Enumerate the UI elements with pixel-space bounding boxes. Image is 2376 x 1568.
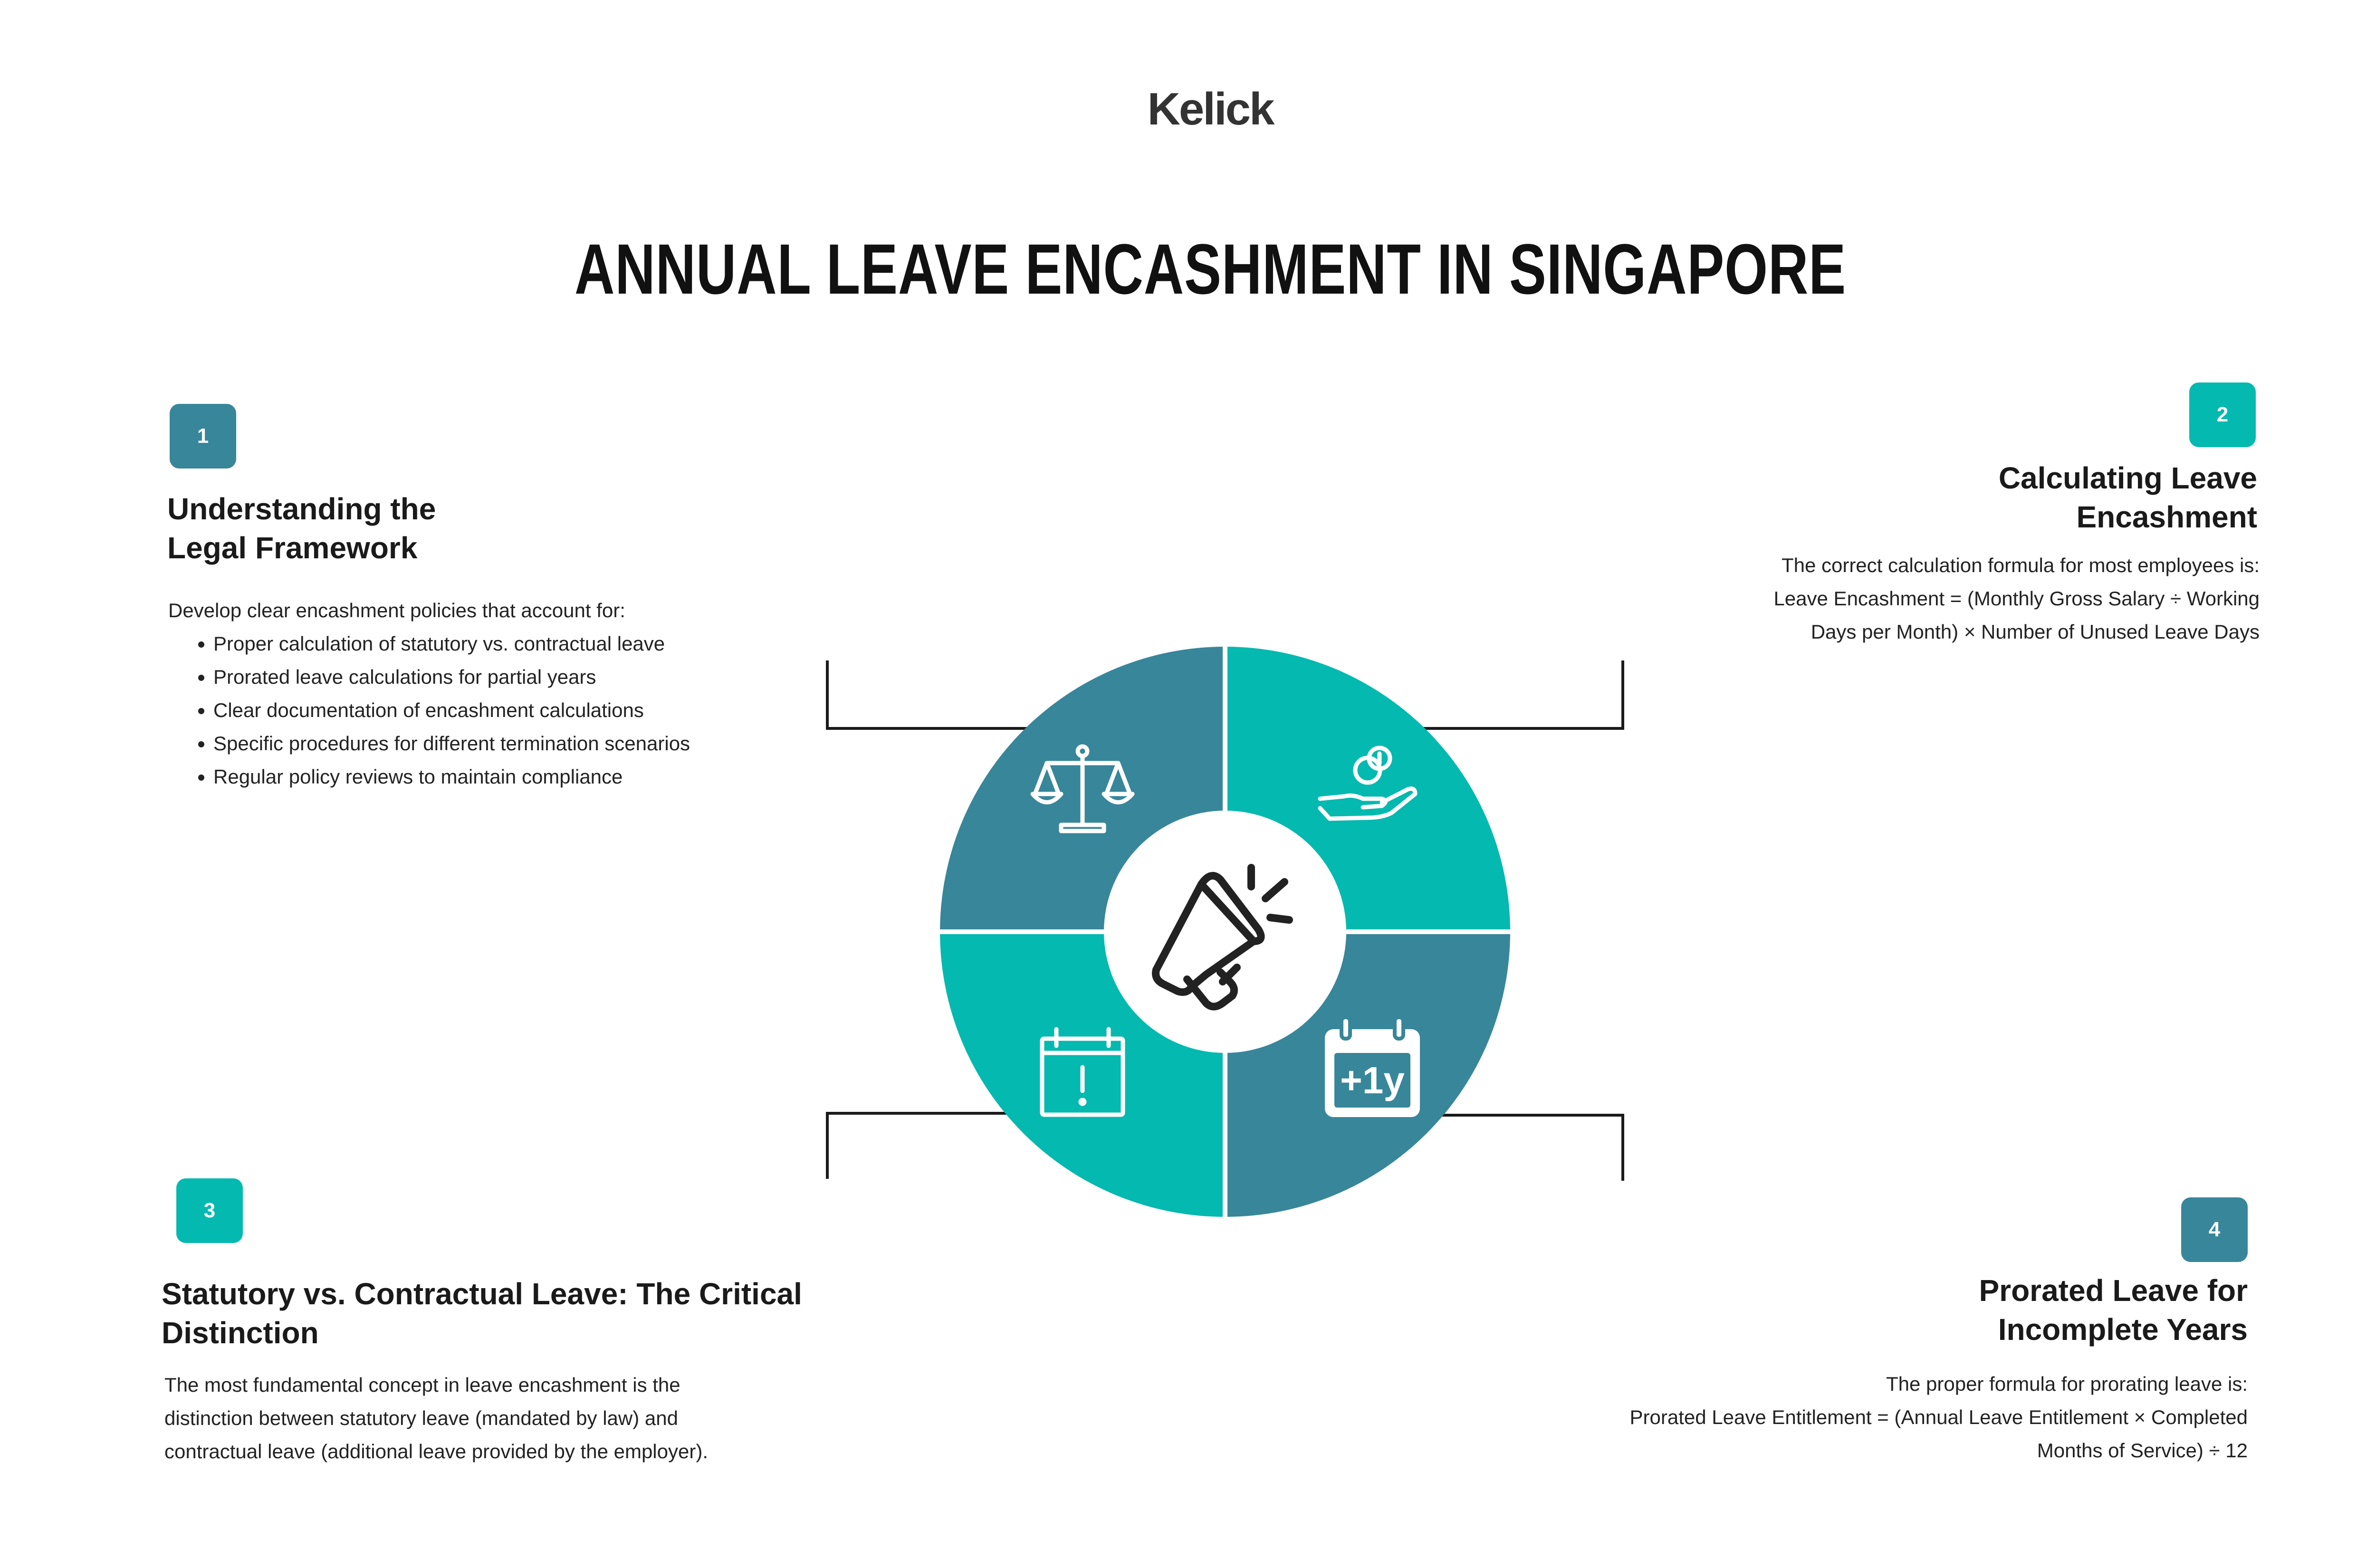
section-2-number-badge: 2 (2189, 382, 2256, 447)
section-1-number-badge: 1 (170, 404, 236, 468)
section-1-bullet: • Specific procedures for different termination scenarios (213, 727, 831, 760)
section-4-number-badge: 4 (2181, 1197, 2248, 1262)
section-4-title: Prorated Leave for Incomplete Years (1979, 1273, 2248, 1347)
section-1-title: Understanding the Legal Framework (167, 492, 436, 565)
section-1-bullet: • Clear documentation of encashment calculations (213, 694, 831, 727)
section-1-bullet: • Proper calculation of statutory vs. contractual leave (213, 627, 831, 660)
section-1-bullet: • Prorated leave calculations for partial years (213, 660, 831, 694)
section-1-bullet: • Regular policy reviews to maintain compliance (213, 760, 831, 794)
section-2-title: Calculating Leave Encashment (1998, 461, 2257, 534)
brand-logo: Kelick (1147, 84, 1274, 134)
section-1-intro: Develop clear encashment policies that account for: (168, 599, 625, 621)
section-3-body: The most fundamental concept in leave encashment is the distinction between statutory leave (mandated by law) and contractual leave (additional leave provided by the employer). (164, 1374, 708, 1463)
calendar-plus-one-year-label: +1y (1340, 1059, 1405, 1101)
section-3-number-badge: 3 (176, 1178, 243, 1243)
page-title: ANNUAL LEAVE ENCASHMENT IN SINGAPORE (575, 229, 1846, 309)
section-4-body: The proper formula for prorating leave is: Prorated Leave Entitlement = (Annual Leave Entitlement × Completed Months of Service) ÷ 12 (1629, 1373, 2248, 1462)
center-circle (1104, 811, 1346, 1053)
calendar-plus-one-year-icon (1325, 1017, 1420, 1117)
section-3-title: Statutory vs. Contractual Leave: The Critical Distinction (162, 1277, 802, 1350)
section-2-body: The correct calculation formula for most employees is: Leave Encashment = (Monthly Gross Salary ÷ Working Days per Month) × Number of Unused Leave Days (1773, 554, 2260, 643)
